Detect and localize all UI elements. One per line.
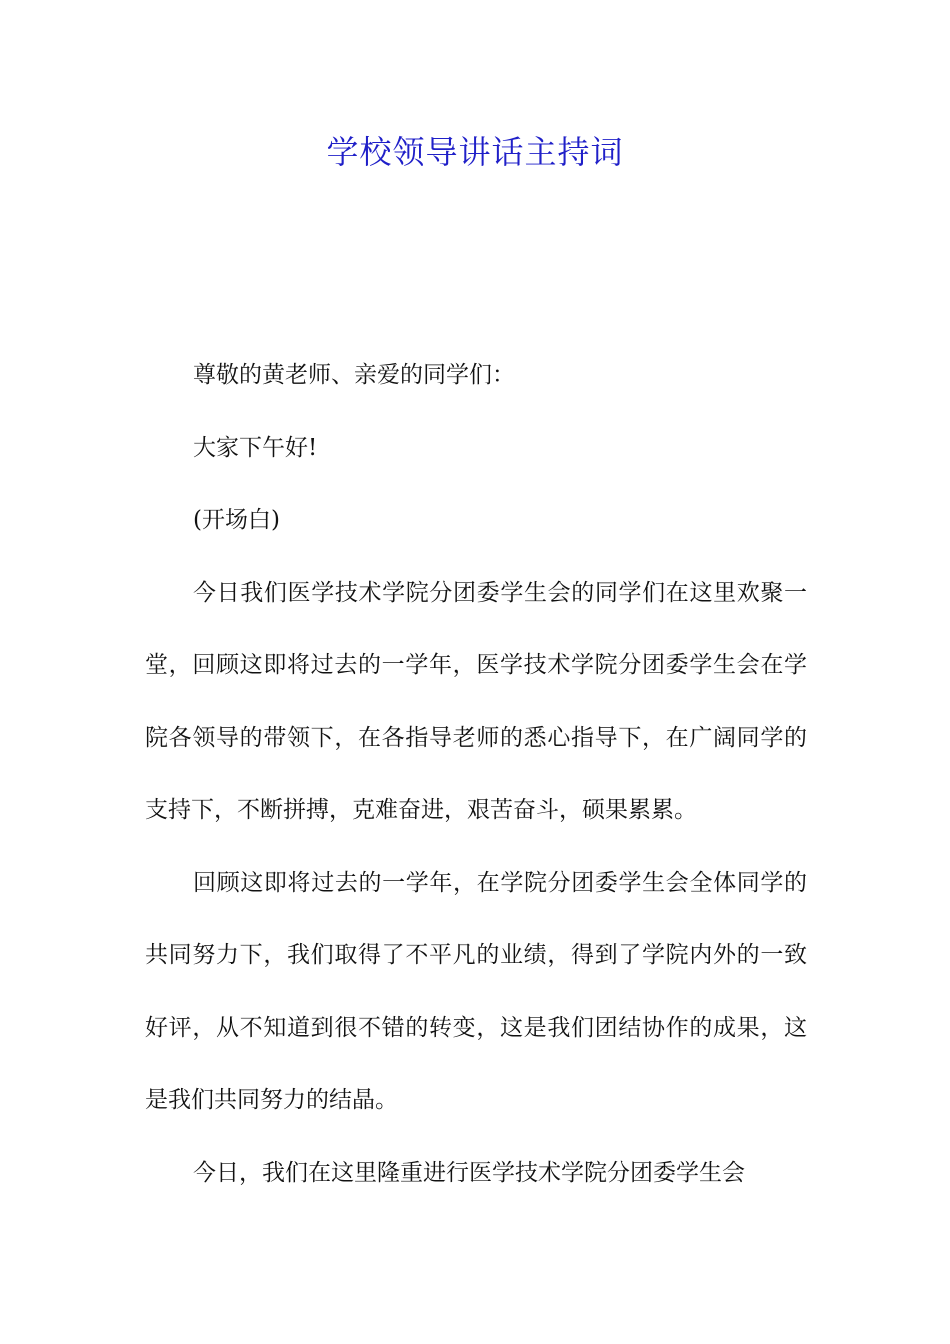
- paragraph: 回顾这即将过去的一学年，在学院分团委学生会全体同学的共同努力下，我们取得了不平凡的业绩，得到了学院内外的一致好评，从不知道到很不错的转变，这是我们团结协作的成果，这是我们共同努力的结晶。: [145, 869, 807, 1113]
- document-title: 学校领导讲话主持词: [326, 133, 624, 171]
- salutation: 尊敬的黄老师、亲爱的同学们：: [193, 362, 515, 388]
- greeting: 大家下午好!: [193, 434, 318, 461]
- paragraph: 今日我们医学技术学院分团委学生会的同学们在这里欢聚一堂，回顾这即将过去的一学年，医学技术学院分团委学生会在学院各领导的带领下，在各指导老师的悉心指导下，在广阔同学的支持下，不断拼搏，克难奋进，艰苦奋斗，硕果累累。: [145, 579, 807, 823]
- section-label: (开场白): [193, 507, 280, 533]
- paragraph: 今日，我们在这里隆重进行医学技术学院分团委学生会: [193, 1159, 745, 1186]
- document-body: [145, 339, 807, 1209]
